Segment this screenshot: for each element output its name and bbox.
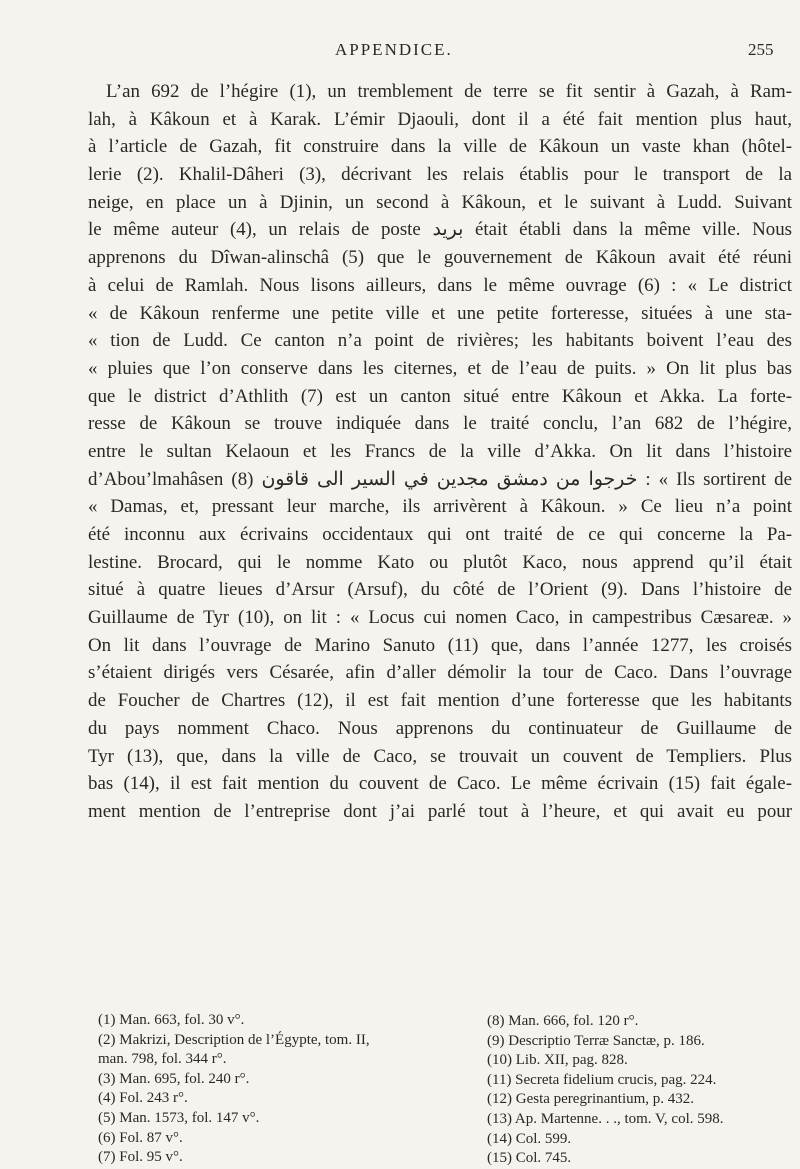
- page-header: [0, 40, 800, 66]
- text-line: s’étaient dirigés vers Césarée, afin d’aller démolir la tour de Caco. Dans l’ouvrage: [88, 662, 792, 684]
- footnote: (10) Lib. XII, pag. 828.: [487, 1052, 628, 1069]
- footnote: (6) Fol. 87 v°.: [98, 1129, 183, 1146]
- footnote: (3) Man. 695, fol. 240 r°.: [98, 1070, 250, 1087]
- text-line: « tion de Ludd. Ce canton n’a point de rivières; les habitants boivent l’eau des: [88, 330, 792, 352]
- footnote: (9) Descriptio Terræ Sanctæ, p. 186.: [487, 1032, 705, 1049]
- footnote: (5) Man. 1573, fol. 147 v°.: [98, 1109, 260, 1126]
- text-line: entre le sultan Kelaoun et les Francs de la ville d’Akka. On lit dans l’histoire: [88, 440, 792, 462]
- footnote: (4) Fol. 243 r°.: [98, 1090, 188, 1107]
- text-line: resse de Kâkoun se trouve indiquée dans le traité conclu, l’an 682 de l’hégire,: [88, 413, 792, 435]
- footnote: (1) Man. 663, fol. 30 v°.: [98, 1012, 245, 1028]
- footnotes-right-column: [487, 1012, 787, 1169]
- footnote: (12) Gesta peregrinantium, p. 432.: [487, 1091, 695, 1108]
- text-line: lerie (2). Khalil-Dâheri (3), décrivant les relais établis pour le transport de la: [88, 164, 792, 186]
- text-line: que le district d’Athlith (7) est un canton situé entre Kâkoun et Akka. La forte-: [88, 385, 792, 407]
- text-line: Guillaume de Tyr (10), on lit : « Locus cui nomen Caco, in campestribus Cæsareæ. »: [88, 607, 792, 629]
- text-line: lah, à Kâkoun et à Karak. L’émir Djaouli, dont il a été fait mention plus haut,: [88, 108, 792, 130]
- text-line: le même auteur (4), un relais de poste بريد était établi dans la même ville. Nous: [88, 219, 792, 241]
- footnote: man. 798, fol. 344 r°.: [98, 1051, 227, 1068]
- text-line: de Foucher de Chartres (12), il est fait mention d’une forteresse que les habitants: [88, 690, 792, 712]
- footnote: (2) Makrizi, Description de l’Égypte, tom. II,: [98, 1031, 370, 1048]
- text-line: d’Abou’lmahâsen (8) خرجوا من دمشق مجدين في السير الى قاقون : « Ils sortirent de: [88, 468, 792, 490]
- footnote: (13) Ap. Martenne. . ., tom. V, col. 598.: [487, 1110, 724, 1127]
- running-head: APPENDICE.: [335, 40, 453, 59]
- footnote: (8) Man. 666, fol. 120 r°.: [487, 1013, 639, 1029]
- text-line: neige, en place un à Djinin, un second à Kâkoun, et le suivant à Ludd. Suivant: [88, 191, 792, 213]
- footnote: (14) Col. 599.: [487, 1130, 572, 1147]
- text-line: « Damas, et, pressant leur marche, ils arrivèrent à Kâkoun. » Ce lieu n’a point: [88, 496, 792, 518]
- text-line: été inconnu aux écrivains occidentaux qui ont traité de ce qui concerne la Pa-: [88, 524, 792, 545]
- footnote: (7) Fol. 95 v°.: [98, 1149, 183, 1166]
- text-line: ment mention de l’entreprise dont j’ai parlé tout à l’heure, et qui avait eu pour: [88, 800, 792, 822]
- page-number: 255: [748, 40, 774, 59]
- text-line: « pluies que l’on conserve dans les citernes, et de l’eau de puits. » On lit plus bas: [88, 357, 792, 379]
- text-line: bas (14), il est fait mention du couvent de Caco. Le même écrivain (15) fait égale-: [88, 773, 792, 795]
- main-text: [88, 78, 792, 826]
- text-line: Tyr (13), que, dans la ville de Caco, se trouvait un couvent de Templiers. Plus: [88, 745, 792, 767]
- text-line: à celui de Ramlah. Nous lisons ailleurs, dans le même ouvrage (6) : « Le district: [88, 274, 792, 296]
- text-line: du pays nomment Chaco. Nous apprenons du continuateur de Guillaume de: [88, 717, 792, 739]
- text-line: à l’article de Gazah, fit construire dans la ville de Kâkoun un vaste khan (hôtel-: [88, 136, 792, 158]
- footnote: (11) Secreta fidelium crucis, pag. 224.: [487, 1071, 717, 1088]
- text-line: L’an 692 de l’hégire (1), un tremblement de terre se fit sentir à Gazah, à Ram-: [106, 81, 792, 102]
- footnotes-left-column: [98, 1011, 438, 1168]
- footnote: (15) Col. 745.: [487, 1150, 572, 1167]
- text-line: On lit dans l’ouvrage de Marino Sanuto (11) que, dans l’année 1277, les croisés: [88, 634, 792, 656]
- text-line: situé à quatre lieues d’Arsur (Arsuf), du côté de l’Orient (9). Dans l’histoire de: [88, 579, 792, 601]
- text-line: « de Kâkoun renferme une petite ville et une petite forteresse, situées à une sta-: [88, 302, 792, 324]
- text-line: apprenons du Dîwan-alinschâ (5) que le gouvernement de Kâkoun avait été réuni: [88, 247, 792, 269]
- text-line: lestine. Brocard, qui le nomme Kato ou plutôt Kaco, nous apprend qu’il était: [88, 551, 792, 573]
